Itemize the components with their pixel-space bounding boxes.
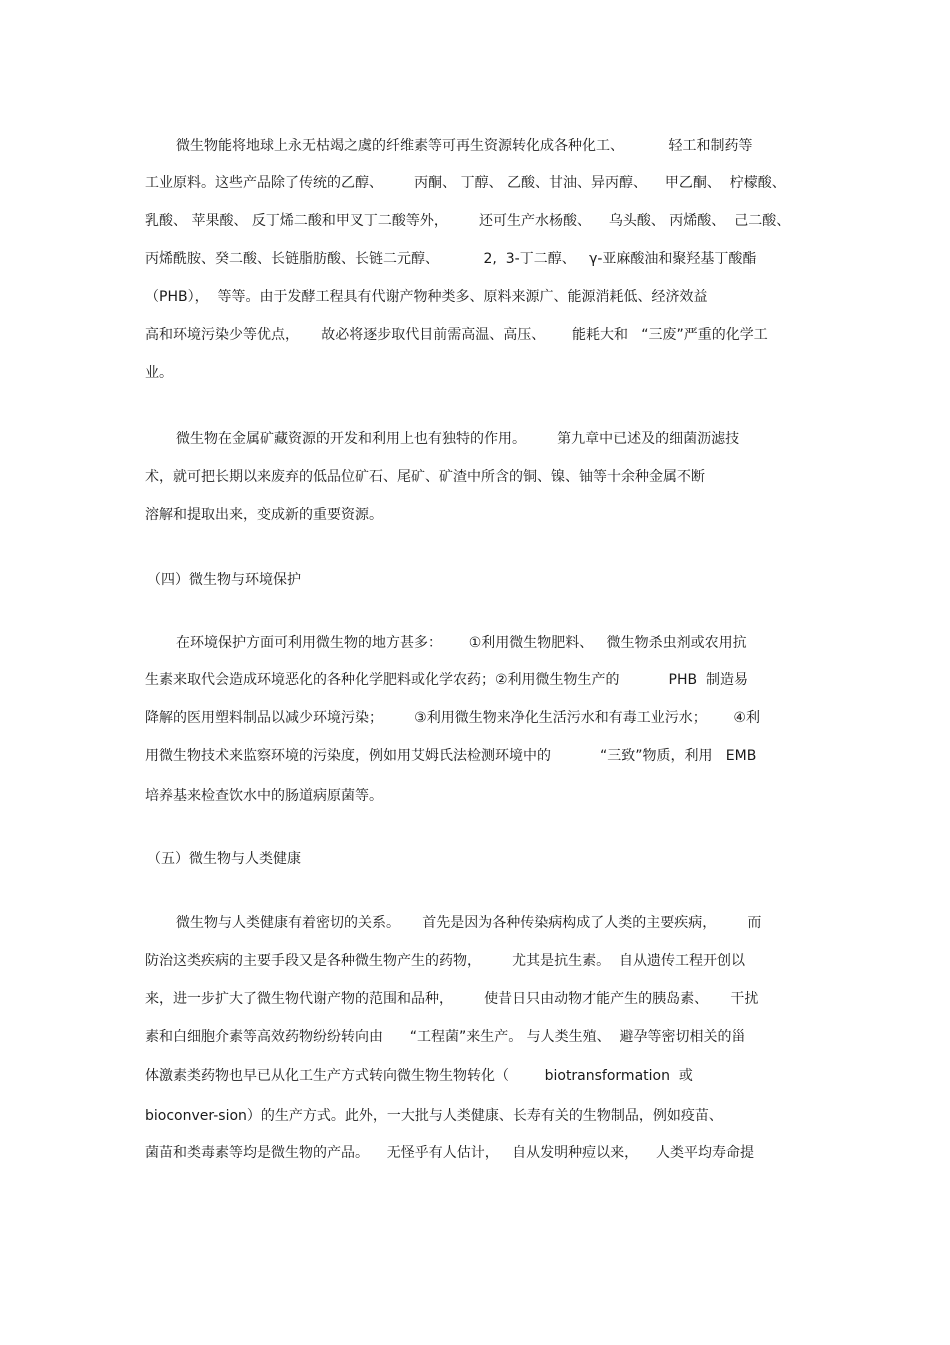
text-line: bioconver-sion）的生产方式。此外，一大批与人类健康、长寿有关的生物制品，例如疫苗、 <box>145 1108 723 1124</box>
text-line: 体激素类药物也早已从化工生产方式转向微生物生物转化（ biotransformation 或 <box>145 1068 693 1084</box>
text-line: 培养基来检查饮水中的肠道病原菌等。 <box>145 788 383 804</box>
text-line: 乳酸、 苹果酸、 反丁烯二酸和甲叉丁二酸等外， 还可生产水杨酸、 乌头酸、 丙烯酸、 己二酸、 <box>145 213 791 229</box>
section-heading-environment: （四）微生物与环境保护 <box>147 572 301 588</box>
text-line: 生素来取代会造成环境恶化的各种化学肥料或化学农药；②利用微生物生产的 PHB 制造易 <box>145 672 748 688</box>
text-line: 微生物与人类健康有着密切的关系。 首先是因为各种传染病构成了人类的主要疾病， 而 <box>176 915 762 931</box>
text-line: 业。 <box>145 365 173 381</box>
text-line: 来，进一步扩大了微生物代谢产物的范围和品种， 使昔日只由动物才能产生的胰岛素、 干扰 <box>145 991 759 1007</box>
text-line: 丙烯酰胺、癸二酸、长链脂肪酸、长链二元醇、 2, 3-丁二醇、 γ-亚麻酸油和聚羟基丁酸酯 <box>145 251 757 267</box>
text-line: 降解的医用塑料制品以减少环境污染； ③利用微生物来净化生活污水和有毒工业污水； ④利 <box>145 710 760 726</box>
section-heading-human-health: （五）微生物与人类健康 <box>147 851 301 867</box>
text-line: 菌苗和类毒素等均是微生物的产品。 无怪乎有人估计， 自从发明种痘以来， 人类平均寿命提 <box>145 1145 754 1161</box>
text-line: 微生物能将地球上永无枯竭之虞的纤维素等可再生资源转化成各种化工、 轻工和制药等 <box>176 138 753 154</box>
text-line: 用微生物技术来监察环境的污染度，例如用艾姆氏法检测环境中的 “三致”物质，利用 EMB <box>145 748 757 764</box>
text-line: 术，就可把长期以来废弃的低品位矿石、尾矿、矿渣中所含的铜、镍、铀等十余种金属不断 <box>145 469 705 485</box>
text-line: 高和环境污染少等优点， 故必将逐步取代目前需高温、高压、 能耗大和 “三废”严重的化学工 <box>145 327 768 343</box>
text-line: 工业原料。这些产品除了传统的乙醇、 丙酮、 丁醇、 乙酸、甘油、异丙醇、 甲乙酮、 柠檬酸、 <box>145 175 786 191</box>
text-line: 素和白细胞介素等高效药物纷纷转向由 “工程菌”来生产。 与人类生殖、 避孕等密切相关的甾 <box>145 1029 746 1045</box>
text-line: 防治这类疾病的主要手段又是各种微生物产生的药物， 尤其是抗生素。 自从遗传工程开创以 <box>145 953 746 969</box>
text-line: （PHB）， 等等。由于发酵工程具有代谢产物种类多、原料来源广、能源消耗低、经济效益 <box>145 289 708 305</box>
text-line: 微生物在金属矿藏资源的开发和利用上也有独特的作用。 第九章中已述及的细菌沥滤技 <box>176 431 740 447</box>
text-line: 在环境保护方面可利用微生物的地方甚多： ①利用微生物肥料、 微生物杀虫剂或农用抗 <box>176 635 747 651</box>
text-line: 溶解和提取出来，变成新的重要资源。 <box>145 507 383 523</box>
